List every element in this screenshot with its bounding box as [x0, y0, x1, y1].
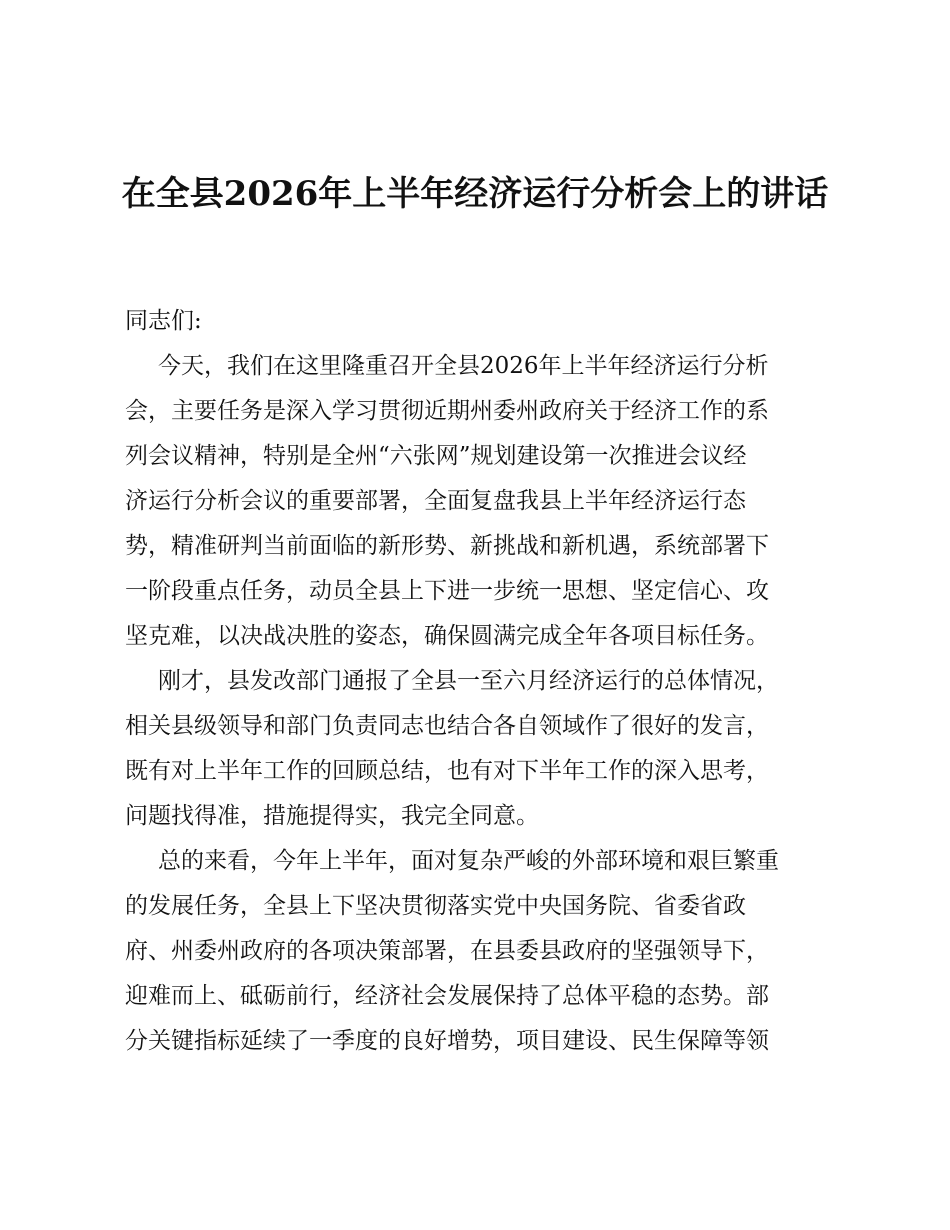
paragraph-2-line-4: 问题找得准，措施提得实，我完全同意。	[125, 803, 539, 829]
paragraph-1-line-4: 济运行分析会议的重要部署，全面复盘我县上半年经济运行态	[125, 488, 746, 514]
paragraph-1-line-7: 坚克难，以决战决胜的姿态，确保圆满完成全年各项目标任务。	[125, 623, 769, 649]
salutation: 同志们:	[125, 308, 202, 334]
paragraph-2-line-1: 刚才，县发改部门通报了全县一至六月经济运行的总体情况，	[158, 668, 779, 694]
paragraph-2-line-2: 相关县级领导和部门负责同志也结合各自领域作了很好的发言，	[125, 713, 769, 739]
paragraph-2-line-3: 既有对上半年工作的回顾总结，也有对下半年工作的深入思考，	[125, 758, 769, 784]
paragraph-1-line-6: 一阶段重点任务，动员全县上下进一步统一思想、坚定信心、攻	[125, 578, 769, 604]
paragraph-1-line-2: 会，主要任务是深入学习贯彻近期州委州政府关于经济工作的系	[125, 398, 769, 424]
document-title: 在全县2026年上半年经济运行分析会上的讲话	[121, 174, 829, 214]
document-body	[125, 299, 830, 1064]
paragraph-1-line-1: 今天，我们在这里隆重召开全县2026年上半年经济运行分析	[158, 353, 769, 379]
paragraph-3-line-5: 分关键指标延续了一季度的良好增势，项目建设、民生保障等领	[125, 1028, 769, 1054]
paragraph-1-line-3: 列会议精神，特别是全州“六张网”规划建设第一次推进会议经	[125, 443, 747, 469]
paragraph-3-line-2: 的发展任务，全县上下坚决贯彻落实党中央国务院、省委省政	[125, 893, 746, 919]
paragraph-3-line-3: 府、州委州政府的各项决策部署，在县委县政府的坚强领导下，	[125, 938, 769, 964]
paragraph-1-line-5: 势，精准研判当前面临的新形势、新挑战和新机遇，系统部署下	[125, 533, 769, 559]
paragraph-3-line-4: 迎难而上、砥砺前行，经济社会发展保持了总体平稳的态势。部	[125, 983, 769, 1009]
paragraph-3-line-1: 总的来看，今年上半年，面对复杂严峻的外部环境和艰巨繁重	[158, 848, 779, 874]
